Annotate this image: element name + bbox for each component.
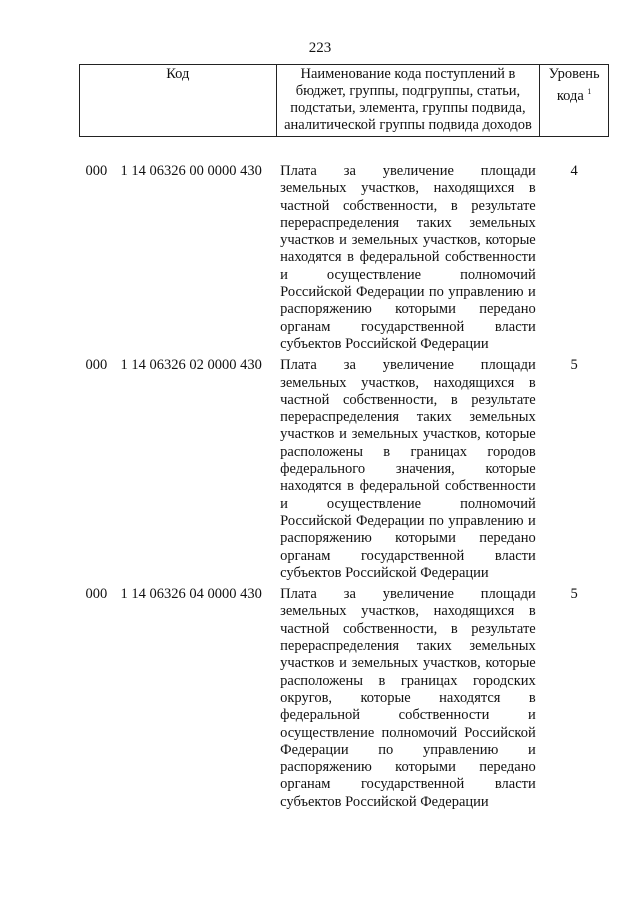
name-cell xyxy=(276,163,540,357)
table-row xyxy=(80,163,609,357)
revenue-code: 1 14 06326 00 0000 430 xyxy=(120,163,262,179)
header-name-label: Наименование кода поступлений в бюджет, группы, подгруппы, статьи, подстатьи, элемента, группы подвида, аналитической группы подвида доходов xyxy=(284,66,532,133)
header-name xyxy=(276,65,540,137)
table-spacer xyxy=(80,137,609,164)
admin-code: 000 xyxy=(85,586,108,603)
level-cell xyxy=(540,586,609,815)
table-header-row xyxy=(80,65,609,137)
code-level: 4 xyxy=(570,163,578,179)
admin-code: 000 xyxy=(85,163,108,179)
code-level: 5 xyxy=(570,357,578,374)
revenue-name: Плата за увеличение площади земельных участков, находящихся в частной собственности, в результате перераспределения таких земельных участков и земельных участков, которые расположены в границах городов федерального значения, которые находятся в федеральной собственности и осуществление полномочий Российской Федерации по управлению и распоряжению которыми передано органам государственной власти субъектов Российской Федерации xyxy=(280,357,536,581)
table-body xyxy=(80,137,609,815)
name-cell xyxy=(276,357,540,586)
header-level-footnote: 1 xyxy=(587,87,592,96)
admin-code: 000 xyxy=(85,357,108,374)
table-row xyxy=(80,586,609,815)
header-level-label: Уровень кода xyxy=(548,66,600,104)
revenue-codes-table xyxy=(79,64,609,815)
page-number: 223 xyxy=(308,40,332,56)
level-cell xyxy=(540,163,609,357)
spacer-cell xyxy=(80,137,609,164)
revenue-name: Плата за увеличение площади земельных участков, находящихся в частной собственности, в результате перераспределения таких земельных участков и земельных участков, которые находятся в федеральной собственности и осуществление полномочий Российской Федерации по управлению и распоряжению которыми передано органам государственной власти субъектов Российской Федерации xyxy=(280,163,536,352)
revenue-name: Плата за увеличение площади земельных участков, находящихся в частной собственности, в результате перераспределения таких земельных участков и земельных участков, которые расположены в границах городских округов, которые находятся в федеральной собственности и осуществление полномочий Российской Федерации по управлению и распоряжению которыми передано органам государственной власти субъектов Российской Федерации xyxy=(280,586,536,810)
code-level: 5 xyxy=(570,586,578,603)
code-cell xyxy=(80,586,277,815)
name-cell xyxy=(276,586,540,815)
table-header xyxy=(80,65,609,137)
code-cell xyxy=(80,163,277,357)
revenue-code: 1 14 06326 02 0000 430 xyxy=(120,357,262,374)
level-cell xyxy=(540,357,609,586)
revenue-code: 1 14 06326 04 0000 430 xyxy=(120,586,262,603)
table-row xyxy=(80,357,609,586)
header-code-label: Код xyxy=(166,66,190,82)
code-cell xyxy=(80,357,277,586)
header-level xyxy=(540,65,609,137)
header-code xyxy=(80,65,277,137)
